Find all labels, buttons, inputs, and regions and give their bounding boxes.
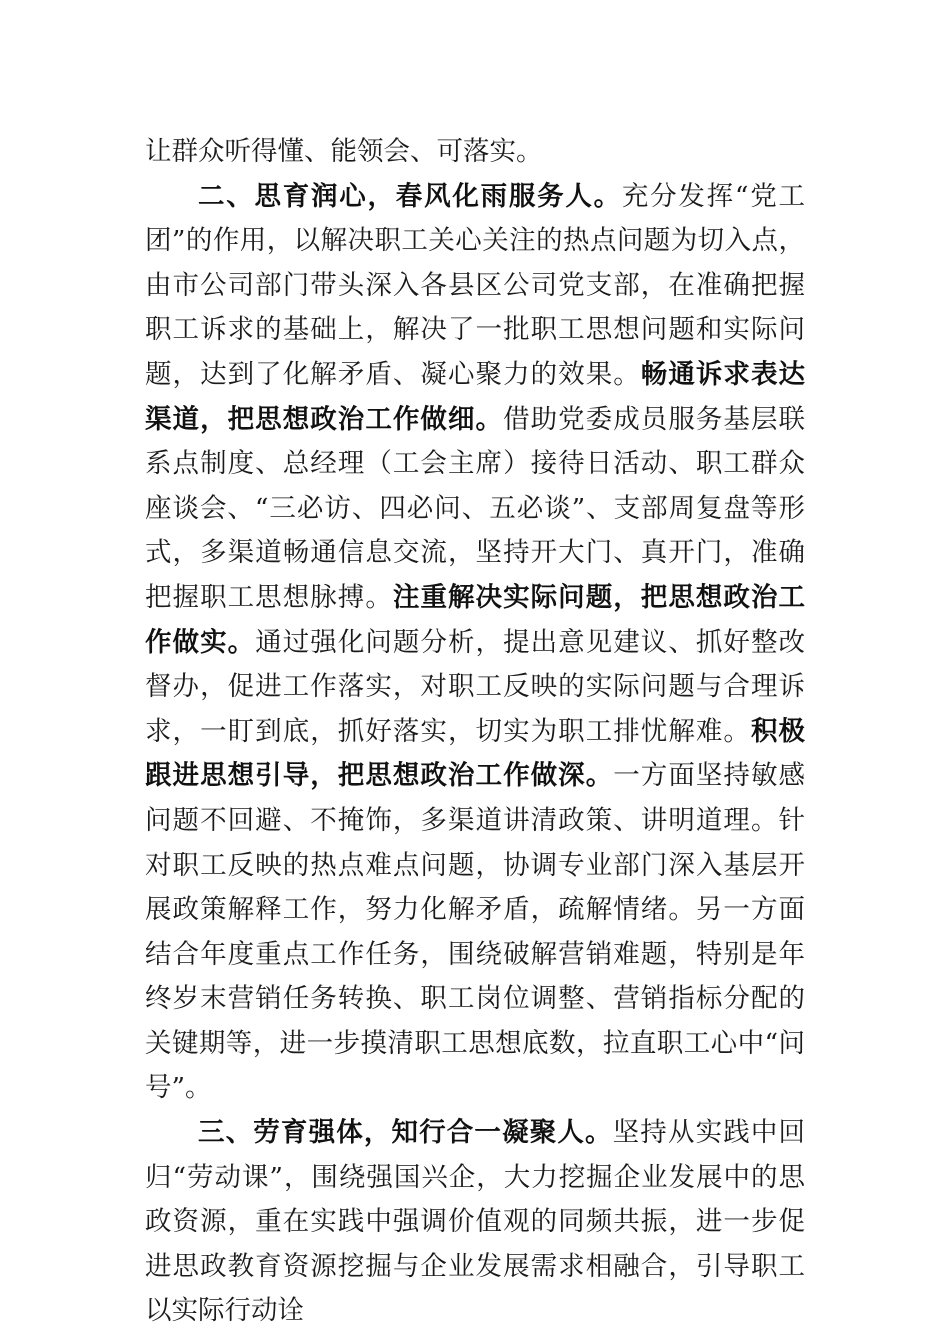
subheading-practical-issues: 注重解决实际问题，把思想政治工作做实。 [145,581,806,658]
subheading-guidance: 积极跟进思想引导，把思想政治工作做深。 [145,715,806,792]
section-heading-2: 二、思育润心，春风化雨服务人。 [198,180,622,212]
paragraph-2 [145,175,805,1111]
subheading-channels: 畅通诉求表达渠道，把思想政治工作做细。 [145,358,806,435]
paragraph-3 [145,1111,805,1334]
section-heading-3: 三、劳育强体，知行合一凝聚人。 [198,1117,613,1149]
text-run: 让群众听得懂、能领会、可落实。 [145,136,543,167]
text-run: 通过强化问题分析，提出意见建议、抓好整改督办，促进工作落实，对职工反映的实际问题与合理诉求，一盯到底，抓好落实，切实为职工排忧解难。 [145,626,806,747]
paragraph-1 [145,130,805,175]
text-run: 借助党委成员服务基层联系点制度、总经理（工会主席）接待日活动、职工群众座谈会、“三必访、四必问、五必谈”、支部周复盘等形式，多渠道畅通信息交流，坚持开大门、真开门，准确把握职工思想脉搏。 [145,403,806,613]
text-run: 充分发挥“党工团”的作用，以解决职工关心关注的热点问题为切入点，由市公司部门带头深入各县区公司党支部，在准确把握职工诉求的基础上，解决了一批职工思想问题和实际问题，达到了化解矛盾、凝心聚力的效果。 [145,180,805,390]
text-run: 一方面坚持敏感问题不回避、不掩饰，多渠道讲清政策、讲明道理。针对职工反映的热点难点问题，协调专业部门深入基层开展政策解释工作，努力化解矛盾，疏解情绪。另一方面结合年度重点工作任务，围绕破解营销难题，特别是年终岁末营销任务转换、职工岗位调整、营销指标分配的关键期等，进一步摸清职工思想底数，拉直职工心中“问号”。 [145,760,806,1104]
document-body [145,130,805,1334]
text-run: 坚持从实践中回归“劳动课”，围绕强国兴企，大力挖掘企业发展中的思政资源，重在实践中强调价值观的同频共振，进一步促进思政教育资源挖掘与企业发展需求相融合，引导职工以实际行动诠 [145,1117,806,1327]
